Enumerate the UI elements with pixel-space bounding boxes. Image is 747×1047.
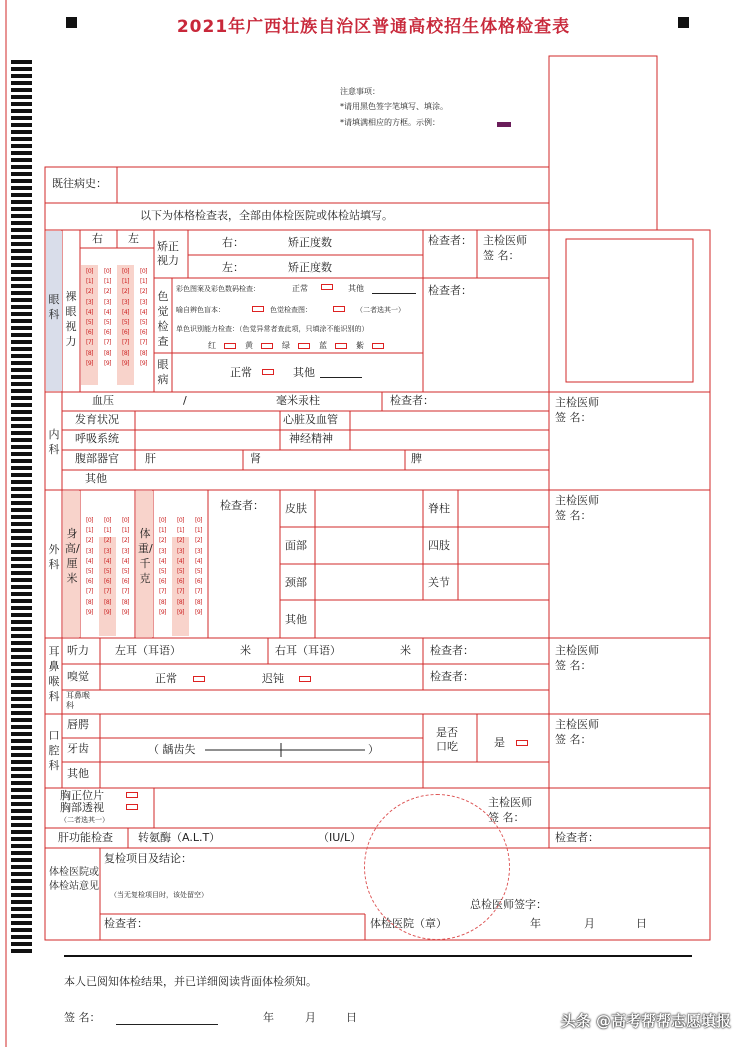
right-ear-unit: 米 xyxy=(400,644,411,657)
timing-mark xyxy=(11,907,32,911)
timing-mark xyxy=(11,571,32,575)
ent-chief-label: 主检医师 xyxy=(555,644,599,657)
timing-mark xyxy=(11,704,32,708)
joint-label: 关节 xyxy=(428,576,450,589)
timing-mark xyxy=(11,935,32,939)
timing-mark xyxy=(11,641,32,645)
hearing-inspector: 检查者： xyxy=(430,644,474,657)
timing-mark xyxy=(11,543,32,547)
timing-mark xyxy=(11,928,32,932)
timing-mark xyxy=(11,886,32,890)
smell-dull-box[interactable] xyxy=(299,676,311,682)
opinion-inspector: 检查者： xyxy=(104,917,148,930)
timing-mark xyxy=(11,851,32,855)
chest-chief-sign: 签 名： xyxy=(488,811,525,824)
timing-mark xyxy=(11,508,32,512)
color-red-box[interactable] xyxy=(224,343,236,349)
timing-mark xyxy=(11,697,32,701)
internal-other-label: 其他 xyxy=(85,472,107,485)
eye-right-header: 右 xyxy=(92,232,103,245)
timing-mark xyxy=(11,767,32,771)
timing-mark xyxy=(11,305,32,309)
timing-mark xyxy=(11,396,32,400)
bp-slash: / xyxy=(183,394,187,407)
smell-inspector: 检查者： xyxy=(430,670,474,683)
filled-example-mark xyxy=(497,122,511,127)
eye-left-header: 左 xyxy=(128,232,139,245)
timing-mark xyxy=(11,424,32,428)
intro-text: 以下为体格检查表，全部由体检医院或体检站填写。 xyxy=(140,209,393,222)
timing-mark xyxy=(11,67,32,71)
timing-mark xyxy=(11,550,32,554)
timing-mark xyxy=(11,403,32,407)
limbs-label: 四肢 xyxy=(428,539,450,552)
color-test-normal: 正常 xyxy=(292,284,308,293)
caries-close: ） xyxy=(368,743,379,756)
ent-disease-label: 耳鼻喉科 xyxy=(66,691,90,711)
timing-mark xyxy=(11,900,32,904)
liver-organ-label: 肝 xyxy=(145,452,156,465)
eye-disease-other-line[interactable] xyxy=(320,366,362,378)
vision-right-digits-1[interactable]: [0] [1] [2] [3] [4] [5] [6] [7] [8] [9] xyxy=(86,268,93,367)
timing-mark xyxy=(11,102,32,106)
timing-mark xyxy=(11,669,32,673)
timing-mark xyxy=(11,858,32,862)
timing-mark xyxy=(11,837,32,841)
teeth-label: 牙齿 xyxy=(67,742,89,755)
opinion-month: 月 xyxy=(584,917,595,930)
corrected-vision-label: 矫正视力 xyxy=(157,240,179,268)
timing-mark xyxy=(11,648,32,652)
timing-mark xyxy=(11,256,32,260)
timing-mark xyxy=(11,382,32,386)
timing-mark xyxy=(11,347,32,351)
eye-disease-normal-box[interactable] xyxy=(262,369,274,375)
timing-mark xyxy=(11,172,32,176)
chest-fluoro-label: 胸部透视 xyxy=(60,801,104,814)
notes-line-1: *请用黑色签字笔填写、填涂。 xyxy=(340,102,448,111)
color-purple-box[interactable] xyxy=(372,343,384,349)
timing-mark xyxy=(11,158,32,162)
timing-mark xyxy=(11,613,32,617)
spine-label: 脊柱 xyxy=(428,502,450,515)
timing-mark xyxy=(11,165,32,169)
left-corrected-degree: 矫正度数 xyxy=(288,261,332,274)
smell-dull: 迟钝 xyxy=(262,672,284,685)
timing-mark xyxy=(11,368,32,372)
height-digits-2[interactable]: [0] [1] [2] [3] [4] [5] [6] [7] [8] [9] xyxy=(104,517,111,616)
timing-mark xyxy=(11,375,32,379)
naked-vision-label: 裸眼视力 xyxy=(65,290,77,348)
color-test-other-line[interactable] xyxy=(372,284,416,294)
signature-month: 月 xyxy=(305,1011,316,1024)
alt-label: 转氨酶（A.L.T） xyxy=(138,831,221,844)
respiratory-label: 呼吸系统 xyxy=(75,432,119,445)
timing-mark xyxy=(11,599,32,603)
history-field[interactable] xyxy=(118,168,548,202)
weak-test2-box[interactable] xyxy=(333,306,345,312)
weight-digits-3[interactable]: [0] [1] [2] [3] [4] [5] [6] [7] [8] [9] xyxy=(195,517,202,616)
timing-mark xyxy=(11,585,32,589)
timing-mark xyxy=(11,788,32,792)
nerve-label: 神经精神 xyxy=(289,432,333,445)
pick-one-note: （二者选其一） xyxy=(356,306,405,314)
timing-mark xyxy=(11,746,32,750)
timing-mark xyxy=(11,452,32,456)
color-test-label: 彩色图案及彩色数码检查： xyxy=(176,285,260,293)
timing-mark xyxy=(11,711,32,715)
skin-label: 皮肤 xyxy=(285,502,307,515)
timing-mark xyxy=(11,221,32,225)
vision-left-digits-1[interactable]: [0] [1] [2] [3] [4] [5] [6] [7] [8] [9] xyxy=(122,268,129,367)
timing-mark xyxy=(11,487,32,491)
timing-mark xyxy=(11,123,32,127)
timing-mark xyxy=(11,466,32,470)
watermark: 头条 @高考帮帮志愿填报 xyxy=(560,1012,731,1030)
weight-digits-1[interactable]: [0] [1] [2] [3] [4] [5] [6] [7] [8] [9] xyxy=(159,517,166,616)
stamp-circle xyxy=(364,794,510,940)
timing-mark xyxy=(11,263,32,267)
form-title: 2021年广西壮族自治区普通高校招生体格检查表 xyxy=(176,17,571,37)
timing-mark xyxy=(11,284,32,288)
surgery-chief-sign: 签 名： xyxy=(555,509,592,522)
timing-mark xyxy=(11,326,32,330)
timing-mark xyxy=(11,634,32,638)
internal-section-label: 内科 xyxy=(48,428,60,456)
timing-mark xyxy=(11,214,32,218)
weak-test-box[interactable] xyxy=(252,306,264,312)
timing-mark xyxy=(11,893,32,897)
timing-mark xyxy=(11,760,32,764)
smell-normal: 正常 xyxy=(155,672,177,685)
timing-mark xyxy=(11,389,32,393)
color-purple: 紫 xyxy=(356,341,364,350)
color-vision-label: 色觉检查 xyxy=(157,290,169,348)
color-blue-box[interactable] xyxy=(335,343,347,349)
history-label: 既往病史： xyxy=(52,177,107,190)
internal-inspector: 检查者： xyxy=(390,394,434,407)
timing-mark xyxy=(11,333,32,337)
kidney-label: 肾 xyxy=(250,452,261,465)
timing-mark xyxy=(11,683,32,687)
timing-mark xyxy=(11,312,32,316)
left-ear-unit: 米 xyxy=(240,644,251,657)
oral-section-label: 口腔科 xyxy=(48,729,60,772)
recheck-tip: （当无复检项目时，该处留空） xyxy=(110,891,208,899)
timing-mark xyxy=(11,193,32,197)
color-yellow: 黄 xyxy=(245,341,253,350)
acknowledgement-text: 本人已阅知体检结果，并已详细阅读背面体检须知。 xyxy=(64,975,317,988)
timing-mark xyxy=(11,529,32,533)
oral-other-label: 其他 xyxy=(67,767,89,780)
notes-line-2: *请填满相应的方框。示例： xyxy=(340,118,440,127)
heart-label: 心脏及血管 xyxy=(283,413,338,426)
timing-mark xyxy=(11,200,32,204)
right-corrected-label: 右： xyxy=(222,236,244,249)
timing-mark xyxy=(11,522,32,526)
eye-corr-inspector: 检查者： xyxy=(428,234,472,247)
surgery-other-label: 其他 xyxy=(285,613,307,626)
notes-heading: 注意事项： xyxy=(340,87,380,96)
eye-color-inspector: 检查者： xyxy=(428,284,472,297)
timing-mark xyxy=(11,480,32,484)
hearing-label: 听力 xyxy=(67,644,89,657)
oral-chief-sign: 签 名： xyxy=(555,733,592,746)
spleen-label: 脾 xyxy=(411,452,422,465)
stutter-label: 是否口吃 xyxy=(436,726,458,754)
color-choices xyxy=(208,341,408,353)
timing-mark xyxy=(11,207,32,211)
timing-mark xyxy=(11,949,32,953)
vision-right-digits-2[interactable]: [0] [1] [2] [3] [4] [5] [6] [7] [8] [9] xyxy=(104,268,111,367)
timing-mark xyxy=(11,536,32,540)
timing-mark xyxy=(11,130,32,134)
color-yellow-box[interactable] xyxy=(261,343,273,349)
timing-mark xyxy=(11,361,32,365)
hospital-stamp-label: 体检医院（章） xyxy=(370,917,447,930)
weight-digits-2[interactable]: [0] [1] [2] [3] [4] [5] [6] [7] [8] [9] xyxy=(177,517,184,616)
surgery-inspector: 检查者： xyxy=(220,499,264,512)
mono-test-label: 单色识别能力检查：（色觉异常者查此项，只填涂不能识别的） xyxy=(176,325,369,333)
eye-section-label: 眼科 xyxy=(48,293,60,321)
timing-mark xyxy=(11,291,32,295)
timing-mark xyxy=(11,249,32,253)
color-green-box[interactable] xyxy=(298,343,310,349)
timing-mark xyxy=(11,242,32,246)
timing-mark xyxy=(11,95,32,99)
timing-mark xyxy=(11,438,32,442)
timing-marks-strip xyxy=(11,60,32,960)
timing-mark xyxy=(11,277,32,281)
timing-mark xyxy=(11,557,32,561)
timing-mark xyxy=(11,781,32,785)
timing-mark xyxy=(11,319,32,323)
timing-mark xyxy=(11,515,32,519)
timing-mark xyxy=(11,137,32,141)
footer-divider xyxy=(64,955,692,957)
liver-function-label: 肝功能检查 xyxy=(58,831,113,844)
lips-label: 唇腭 xyxy=(67,718,89,731)
vision-left-digits-2[interactable]: [0] [1] [2] [3] [4] [5] [6] [7] [8] [9] xyxy=(140,268,147,367)
eye-chief-sign: 签 名： xyxy=(483,249,520,262)
timing-mark xyxy=(11,445,32,449)
timing-mark xyxy=(11,144,32,148)
timing-mark xyxy=(11,592,32,596)
smell-label: 嗅觉 xyxy=(67,670,89,683)
opinion-day: 日 xyxy=(636,917,647,930)
weak-test2-label: 色觉检查图： xyxy=(270,306,312,314)
ent-section-label: 耳鼻喉科 xyxy=(48,645,60,703)
height-label: 身高/厘米 xyxy=(65,527,80,585)
timing-mark xyxy=(11,921,32,925)
timing-mark xyxy=(11,627,32,631)
stutter-yes-box[interactable] xyxy=(516,740,528,746)
photo-box xyxy=(549,56,657,230)
bp-label: 血压 xyxy=(92,394,114,407)
chest-pick-note: （二者选其一） xyxy=(60,816,109,824)
signature-year: 年 xyxy=(263,1011,274,1024)
chest-xray-label: 胸正位片 xyxy=(60,789,104,802)
timing-mark xyxy=(11,578,32,582)
eye-disease-normal: 正常 xyxy=(230,366,252,379)
timing-mark xyxy=(11,879,32,883)
bp-unit: 毫米汞柱 xyxy=(276,394,320,407)
timing-mark xyxy=(11,942,32,946)
timing-mark xyxy=(11,81,32,85)
smell-normal-box[interactable] xyxy=(193,676,205,682)
chest-xray-box[interactable] xyxy=(126,792,138,798)
timing-mark xyxy=(11,865,32,869)
timing-mark xyxy=(11,60,32,64)
timing-mark xyxy=(11,109,32,113)
eye-disease-other: 其他 xyxy=(293,366,315,379)
color-test-other: 其他 xyxy=(348,284,364,293)
timing-mark xyxy=(11,417,32,421)
abdomen-label: 腹部器官 xyxy=(75,452,119,465)
timing-mark xyxy=(11,732,32,736)
signature-label: 签 名： xyxy=(64,1011,101,1024)
timing-mark xyxy=(11,431,32,435)
timing-mark xyxy=(11,774,32,778)
ent-chief-sign: 签 名： xyxy=(555,659,592,672)
timing-mark xyxy=(11,116,32,120)
chest-chief-label: 主检医师 xyxy=(488,796,532,809)
right-corrected-degree: 矫正度数 xyxy=(288,236,332,249)
surgery-chief-label: 主检医师 xyxy=(555,494,599,507)
internal-chief-label: 主检医师 xyxy=(555,396,599,409)
timing-mark xyxy=(11,676,32,680)
timing-mark xyxy=(11,74,32,78)
timing-mark xyxy=(11,410,32,414)
timing-mark xyxy=(11,88,32,92)
development-label: 发育状况 xyxy=(75,413,119,426)
timing-mark xyxy=(11,690,32,694)
color-blue: 蓝 xyxy=(319,341,327,350)
right-ear-label: 右耳（耳语） xyxy=(275,644,341,657)
timing-mark xyxy=(11,606,32,610)
timing-mark xyxy=(11,795,32,799)
timing-mark xyxy=(11,914,32,918)
alt-unit: （IU/L） xyxy=(318,831,362,844)
timing-mark xyxy=(11,872,32,876)
surgery-section-label: 外科 xyxy=(48,543,60,571)
timing-mark xyxy=(11,816,32,820)
eye-chief-label: 主检医师 xyxy=(483,234,527,247)
color-test-normal-box[interactable] xyxy=(321,284,333,290)
timing-mark xyxy=(11,662,32,666)
signature-day: 日 xyxy=(346,1011,357,1024)
timing-mark xyxy=(11,228,32,232)
caries-label: （ 龋齿失 xyxy=(148,743,196,756)
timing-mark xyxy=(11,655,32,659)
weight-label: 体重/千克 xyxy=(138,527,153,585)
opinion-year: 年 xyxy=(530,917,541,930)
timing-mark xyxy=(11,340,32,344)
timing-mark xyxy=(11,620,32,624)
recheck-label: 复检项目及结论： xyxy=(104,852,192,865)
timing-mark xyxy=(11,564,32,568)
timing-mark xyxy=(11,844,32,848)
timing-mark xyxy=(11,235,32,239)
timing-mark xyxy=(11,739,32,743)
timing-mark xyxy=(11,179,32,183)
liver-inspector: 检查者： xyxy=(555,831,599,844)
timing-mark xyxy=(11,459,32,463)
chief-doctor-sign: 总检医师签字： xyxy=(470,898,547,911)
timing-mark xyxy=(11,494,32,498)
timing-mark xyxy=(11,802,32,806)
timing-mark xyxy=(11,298,32,302)
timing-mark xyxy=(11,830,32,834)
timing-mark xyxy=(11,823,32,827)
eye-disease-label: 眼病 xyxy=(157,358,169,386)
internal-chief-sign: 签 名： xyxy=(555,411,592,424)
color-green: 绿 xyxy=(282,341,290,350)
timing-mark xyxy=(11,473,32,477)
timing-mark xyxy=(11,718,32,722)
oral-chief-label: 主检医师 xyxy=(555,718,599,731)
timing-mark xyxy=(11,354,32,358)
height-digits-1[interactable]: [0] [1] [2] [3] [4] [5] [6] [7] [8] [9] xyxy=(86,517,93,616)
color-red: 红 xyxy=(208,341,216,350)
timing-mark xyxy=(11,501,32,505)
neck-label: 颈部 xyxy=(285,576,307,589)
timing-mark xyxy=(11,151,32,155)
height-digits-3[interactable]: [0] [1] [2] [3] [4] [5] [6] [7] [8] [9] xyxy=(122,517,129,616)
timing-mark xyxy=(11,753,32,757)
left-ear-label: 左耳（耳语） xyxy=(115,644,181,657)
face-label: 面部 xyxy=(285,539,307,552)
timing-mark xyxy=(11,725,32,729)
opinion-label: 体检医院或体检站意见 xyxy=(49,867,99,892)
left-corrected-label: 左： xyxy=(222,261,244,274)
signature-line[interactable] xyxy=(116,1012,218,1025)
timing-mark xyxy=(11,270,32,274)
timing-mark xyxy=(11,186,32,190)
weak-test-label: 喻自辨色盲本： xyxy=(176,306,225,314)
stutter-yes: 是 xyxy=(494,736,505,749)
chest-fluoro-box[interactable] xyxy=(126,804,138,810)
timing-mark xyxy=(11,809,32,813)
